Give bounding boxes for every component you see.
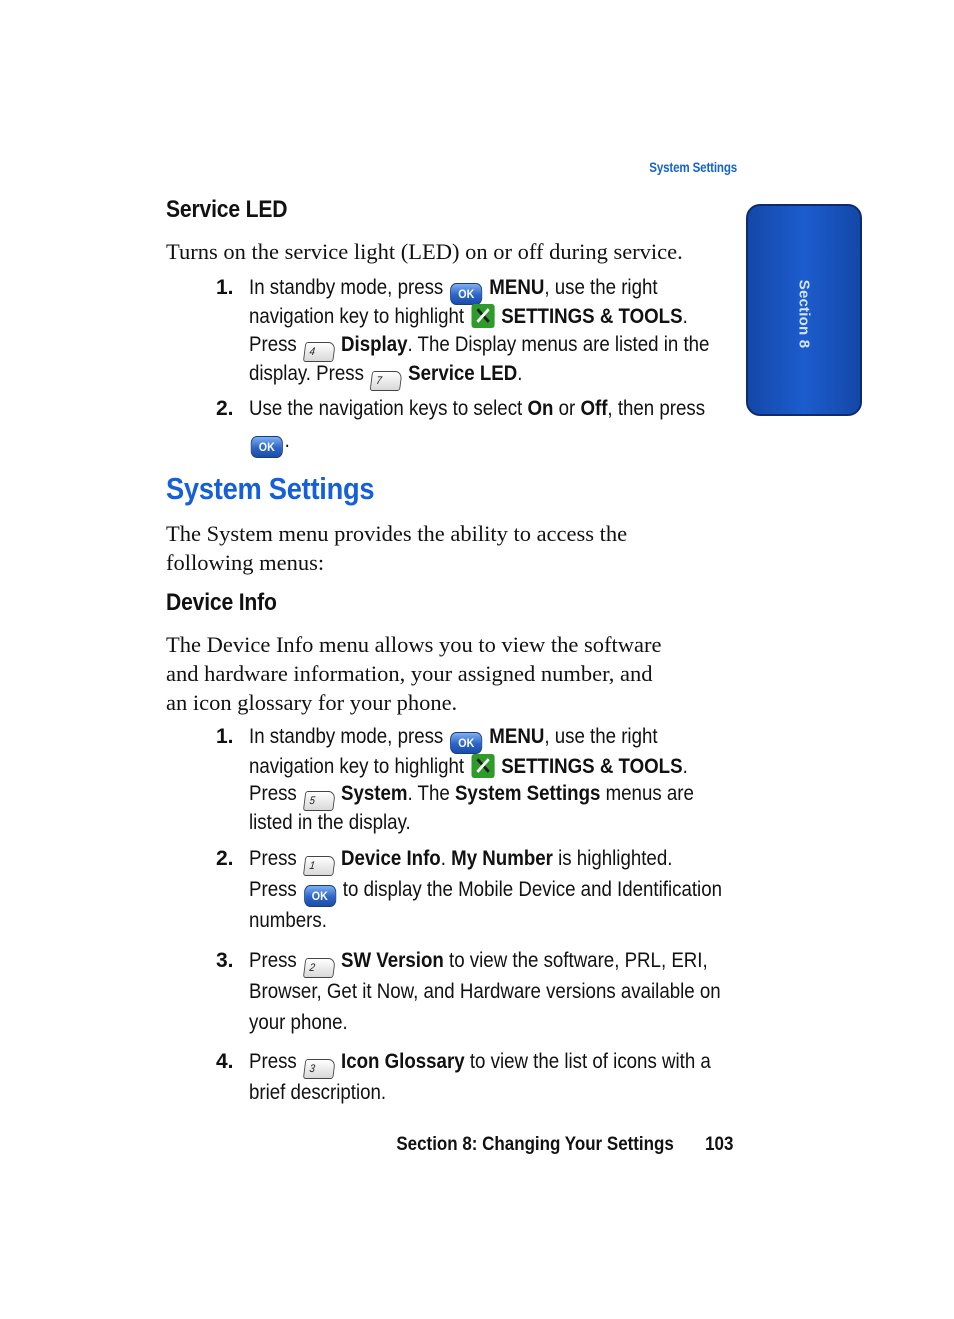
step-text: Browser, Get it Now, and Hardware versions available on [249,980,721,1003]
service-led-label: Service LED [408,362,518,385]
step-text: to view the software, PRL, ERI, [449,949,708,972]
ok-key-icon: OK [450,732,482,754]
key-3-icon: 3 [303,1059,336,1079]
step-text: menus are [605,782,694,805]
step-text: or [558,397,576,420]
ok-key-icon: OK [304,885,336,907]
key-1-icon: 1 [303,856,336,876]
device-info-heading: Device Info [166,589,277,616]
step-text: . [682,755,688,778]
system-label: System [341,782,408,805]
device-info-intro [166,630,741,717]
step-number: 4. [216,1050,234,1073]
step-text: numbers. [249,909,327,932]
settings-tools-label: SETTINGS & TOOLS [501,305,683,328]
intro-line: The System menu provides the ability to access the [166,521,628,546]
step-text: . The Display menus are listed in the [407,333,710,356]
step-number: 1. [216,276,234,299]
settings-tools-label: SETTINGS & TOOLS [501,755,683,778]
step-text: to view the list of icons with a [469,1050,711,1073]
step-text: Press [249,1050,297,1073]
key-7-icon: 7 [370,371,403,391]
step-text: . [284,429,290,452]
step-text: Press [249,333,297,356]
device-info-label: Device Info [341,847,441,870]
key-2-icon: 2 [303,958,336,978]
section-tab [746,204,862,416]
step-number: 2. [216,397,234,420]
settings-tools-icon [471,304,494,328]
step-text: Press [249,949,297,972]
step-text: brief description. [249,1081,387,1104]
intro-line: and hardware information, your assigned number, and [166,661,653,686]
on-label: On [527,397,554,420]
footer-section-title: Section 8: Changing Your Settings [395,1133,674,1155]
menu-label: MENU [489,725,545,748]
menu-label: MENU [489,276,545,299]
service-led-heading: Service LED [166,196,288,223]
off-label: Off [580,397,608,420]
step-text: , use the right [544,725,658,748]
step-text: , use the right [544,276,658,299]
step-text: Press [249,782,297,805]
step-number: 3. [216,949,234,972]
key-5-icon: 5 [303,791,336,811]
step-text: is highlighted. [558,847,673,870]
step-text: . [517,362,523,385]
step-text: Press [249,847,297,870]
service-led-intro: Turns on the service light (LED) on or off during service. [166,239,683,264]
ok-key-icon: OK [251,436,283,458]
system-settings-intro [166,519,741,577]
system-settings-heading: System Settings [166,471,375,506]
step-text: your phone. [249,1011,348,1034]
step-text: display. Press [249,362,364,385]
ok-key-icon: OK [450,283,482,305]
step-text: Press [249,878,297,901]
settings-tools-icon [471,754,494,778]
system-settings-label: System Settings [454,782,601,805]
section-tab-label: Section 8 [795,279,813,349]
step-text: to display the Mobile Device and Identification [342,878,723,901]
step-text: In standby mode, press [249,725,444,748]
intro-line: The Device Info menu allows you to view the software [166,632,662,657]
step-text: Use the navigation keys to select [249,397,523,420]
step-text: . [440,847,446,870]
step-text: In standby mode, press [249,276,444,299]
intro-line: following menus: [166,550,325,575]
sw-version-label: SW Version [341,949,444,972]
display-label: Display [341,333,408,356]
step-text: . The [407,782,450,805]
step-text: navigation key to highlight [249,305,465,328]
icon-glossary-label: Icon Glossary [341,1050,465,1073]
step-text: navigation key to highlight [249,755,465,778]
intro-line: an icon glossary for your phone. [166,690,458,715]
page-number: 103 [704,1133,733,1155]
page-footer [396,1133,733,1156]
running-head: System Settings [649,160,737,175]
my-number-label: My Number [451,847,553,870]
step-number: 1. [216,725,234,748]
step-text: , then press [607,397,706,420]
step-text: listed in the display. [249,811,411,834]
step-text: . [682,305,688,328]
key-4-icon: 4 [303,342,336,362]
step-number: 2. [216,847,234,870]
